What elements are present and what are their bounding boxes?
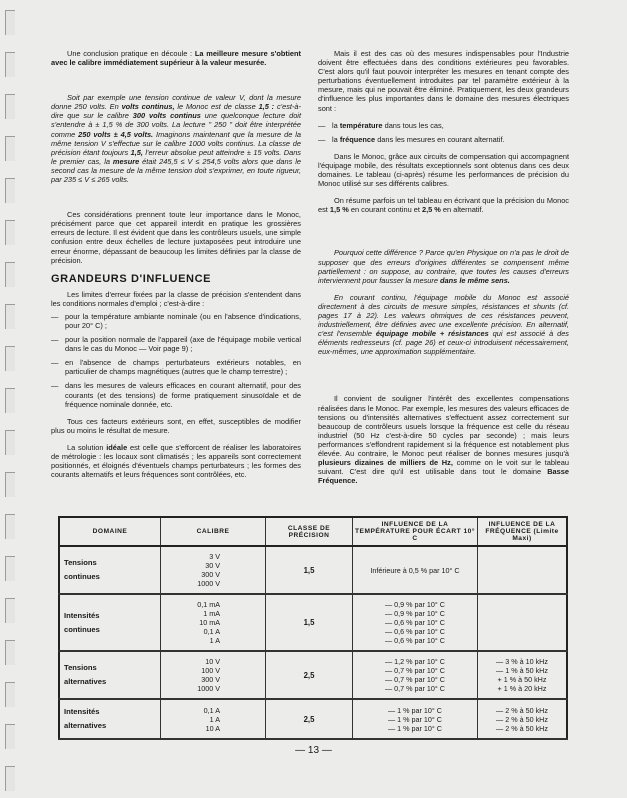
frequence-value: — 3 % à 10 kHz <box>496 657 548 666</box>
header-frequence: INFLUENCE DE LA FRÉQUENCE (Limite Maxi) <box>478 517 568 546</box>
temperature-value: — 0,6 % par 10° C <box>384 618 445 627</box>
text: Soit par exemple une tension continue de valeur V, dont la mesure donne 250 volts. En <box>51 93 301 112</box>
bullet-text: pour la température ambiante nominale (ou en l'absence d'indications, pour 20° C) ; <box>65 311 301 330</box>
binder-hole <box>5 136 15 161</box>
cell-domaine <box>59 651 161 699</box>
dash: — <box>51 358 59 368</box>
binder-hole <box>5 430 15 455</box>
frequence-value: + 1 % à 20 kHz <box>497 684 547 693</box>
binder-hole <box>5 640 15 665</box>
binder-hole <box>5 346 15 371</box>
binder-hole <box>5 178 15 203</box>
table-row <box>59 546 567 594</box>
text: l'erreur absolue peut atteindre ± 15 volts. Dans le premier cas, la <box>51 147 302 166</box>
conclusion-bold: La meilleure mesure s'obtient avec le calibre immédiatement supérieur à la valeur mesurée. <box>51 49 302 68</box>
text-bold: 1,5, <box>130 147 143 157</box>
limits-paragraph: Les limites d'erreur fixées par la classe de précision s'entendent dans les conditions normales d'emploi ; c'est-à-dire : <box>51 289 301 308</box>
binder-hole <box>5 766 15 791</box>
factors-paragraph: Tous ces facteurs extérieurs sont, en effet, susceptibles de modifier plus ou moins le résultat de mesure. <box>51 416 301 435</box>
dash: — <box>51 381 59 391</box>
text-bold: fréquence <box>339 134 376 144</box>
text: La solution <box>67 442 107 452</box>
text: en courant continu et <box>348 205 422 215</box>
cell-classe: 2,5 <box>266 651 353 699</box>
binder-hole <box>5 682 15 707</box>
frequence-value: — 2 % à 50 kHz <box>496 714 548 724</box>
bullet-text <box>332 135 569 144</box>
calibre-value: 1 A <box>209 714 220 724</box>
calibre-value: 3 V <box>209 552 220 561</box>
binder-hole <box>5 10 15 35</box>
example-paragraph <box>51 93 301 184</box>
text: était 245,5 ≤ V ≤ 254,5 volts alors que dans le second cas la mesure de la même tension doit s'exprimer, en toute rigueur, par 235 ≤ V ≤ 265 volts. <box>51 156 301 185</box>
binder-holes <box>0 0 22 798</box>
header-temperature: INFLUENCE DE LA TEMPÉRATURE POUR ÉCART 10° C <box>353 517 478 546</box>
table-header-row <box>59 517 567 546</box>
calibre-value: 0,1 A <box>203 705 220 715</box>
table-row <box>59 699 567 739</box>
text-bold: 250 volts ± 4,5 volts. <box>78 129 154 139</box>
temperature-value: Inférieure à 0,5 % par 10° C <box>370 565 460 575</box>
domain-label: Tensions <box>64 663 97 672</box>
calibre-value: 300 V <box>201 570 220 579</box>
temperature-value: — 0,7 % par 10° C <box>384 666 445 675</box>
text: Il convient de souligner l'intérêt des excellentes compensations réalisées dans le Monoc. Par exemple, les mesures des valeurs efficaces de tensions ou d'intensités alternatives s'effectuent assez correctement sur beaucoup de contrôleurs usuels lorsque la fréquence est celle du réseau industriel (50 Hz c'est-à-dire 50 cycles par seconde) ; mais leurs performances s'effondrent rapidement si la fréquence est notablement plus élevée. Au contraire, le Monoc peut réaliser de bonnes mesures jusqu'à <box>318 394 569 458</box>
calibre-value: 30 V <box>205 561 220 570</box>
binder-hole <box>5 262 15 287</box>
temperature-value: — 0,9 % par 10° C <box>384 609 445 618</box>
domain-label: Intensités <box>64 610 100 620</box>
text: dans les mesures en courant alternatif. <box>375 134 505 144</box>
domain-label: Tensions <box>64 558 97 567</box>
calibre-value: 100 V <box>201 666 220 675</box>
left-column <box>51 49 301 487</box>
text: Imaginons maintenant que la mesure de la même tension V s'effectue sur le calibre 1000 volts continus. La classe de précision étant toujours <box>51 129 301 157</box>
bullet-text: dans les mesures de valeurs efficaces en courant alternatif, pour des courants (et des tensions) de forme pratiquement sinusoïdale et de fréquence nominale donnée, etc. <box>65 381 301 409</box>
temperature-value: — 1 % par 10° C <box>387 705 442 715</box>
binder-hole <box>5 94 15 119</box>
table-row <box>59 651 567 699</box>
calibre-value: 0,1 A <box>203 627 220 636</box>
text: le Monoc est de classe <box>174 102 259 112</box>
precision-table <box>58 516 568 740</box>
bullet-item <box>51 358 301 376</box>
cell-domaine <box>59 699 161 739</box>
cell-calibre <box>161 594 266 651</box>
text-bold: dans le même sens. <box>440 275 510 285</box>
temperature-value: — 0,7 % par 10° C <box>384 675 445 684</box>
cell-classe: 1,5 <box>266 546 353 594</box>
binder-hole <box>5 304 15 329</box>
cell-temperature <box>353 699 478 739</box>
calibre-value: 1 mA <box>203 609 220 618</box>
header-calibre: CALIBRE <box>161 517 266 546</box>
temperature-value: — 0,7 % par 10° C <box>384 684 445 693</box>
header-classe: CLASSE DE PRÉCISION <box>266 517 353 546</box>
text-bold: mesure <box>112 156 140 166</box>
industry-paragraph: Mais il est des cas où des mesures indispensables pour l'Industrie doivent être effectuées dans des conditions extérieures peu favorables. C'est alors qu'il faut pouvoir interpréter les mesures en tenant compte des perturbations éventuellement introduites par tel paramètre extérieur à la mesure, mais qui ne pouvait être éliminé. Pratiquement, les deux grandeurs d'influence les plus importantes dans le domaine des mesures électriques sont : <box>318 49 569 113</box>
right-column <box>318 49 569 493</box>
dash: — <box>318 120 326 130</box>
temperature-value: — 0,6 % par 10° C <box>384 627 445 636</box>
cell-classe: 2,5 <box>266 699 353 739</box>
frequence-value: — 2 % à 50 kHz <box>496 723 548 733</box>
bullet-item <box>51 335 301 353</box>
frequence-value: + 1 % à 50 kHz <box>497 675 547 684</box>
calibre-value: 1 A <box>209 636 220 645</box>
cell-frequence <box>478 651 568 699</box>
text-bold: 1,5 : <box>258 102 275 112</box>
domain-label: continues <box>64 572 100 581</box>
monoc-paragraph: Dans le Monoc, grâce aux circuits de compensation qui accompagnent l'équipage mobile, des résultats exceptionnels sont obtenus dans ces deux domaines. Le tableau (ci-après) résume les performances de précision du Monoc utilisé sur ses différents calibres. <box>318 151 569 189</box>
temperature-value: — 1 % par 10° C <box>387 714 442 724</box>
text-bold: volts continus, <box>121 102 175 112</box>
text: Une conclusion pratique en découle : <box>67 49 195 58</box>
dc-paragraph <box>318 293 569 357</box>
header-domaine: DOMAINE <box>59 517 161 546</box>
cell-classe: 1,5 <box>266 594 353 651</box>
table-row <box>59 594 567 651</box>
dash: — <box>318 134 326 144</box>
bullet-item <box>318 121 569 130</box>
text: la <box>332 120 340 130</box>
text-bold: 1,5 % <box>329 205 349 215</box>
bullet-item <box>51 381 301 408</box>
compensation-paragraph <box>318 394 569 485</box>
text: en alternatif. <box>440 205 484 215</box>
domain-label: Intensités <box>64 707 100 716</box>
calibre-value: 1000 V <box>197 684 220 693</box>
text: c'est-à-dire que sur le calibre <box>51 102 301 121</box>
text-bold: plusieurs dizaines de milliers de Hz, <box>318 458 453 468</box>
considerations-paragraph: Ces considérations prennent toute leur importance dans le Monoc, précisément parce que cet appareil interdit en pratique les grossières erreurs de lecture. Il est évident que dans les contrôleurs usuels, une simple confusion entre deux échelles de lecture juxtaposées peut introduire une erreur énorme, dépassant de beaucoup les limites définies par la classe de précision. <box>51 210 301 265</box>
temperature-value: — 0,9 % par 10° C <box>384 600 445 609</box>
bullet-text: pour la position normale de l'appareil (axe de l'équipage mobile vertical dans le cas du Monoc — Voir page 9) ; <box>65 335 301 354</box>
calibre-value: 300 V <box>201 675 220 684</box>
binder-hole <box>5 514 15 539</box>
text-bold: Basse Fréquence. <box>318 467 569 486</box>
solution-paragraph <box>51 443 301 479</box>
bullet-item <box>318 135 569 144</box>
cell-temperature <box>353 546 478 594</box>
calibre-value: 10 mA <box>199 618 220 627</box>
frequence-value: — 1 % à 50 kHz <box>496 666 548 675</box>
table-body <box>59 546 567 739</box>
text-bold: équipage mobile + résistances <box>375 329 489 339</box>
cell-calibre <box>161 651 266 699</box>
cell-calibre <box>161 699 266 739</box>
bullet-item <box>51 312 301 330</box>
summary-paragraph <box>318 196 569 214</box>
cell-domaine <box>59 594 161 651</box>
calibre-value: 10 V <box>205 657 220 666</box>
text: est celle que s'efforcent de réaliser les laboratoires de métrologie : les locaux sont climatisés ; les appareils sont correctement positionnés, et éloignés d'éventuels champs perturbateurs ; les formes des courants alternatifs et leurs fréquences sont contrôlées, etc. <box>51 442 301 480</box>
cell-temperature <box>353 651 478 699</box>
conclusion-paragraph <box>51 49 301 67</box>
dash: — <box>51 311 59 321</box>
dash: — <box>51 335 59 345</box>
section-heading: GRANDEURS D'INFLUENCE <box>51 272 212 285</box>
bullet-text <box>332 121 569 130</box>
domain-label: alternatives <box>64 721 107 730</box>
text: dans tous les cas, <box>382 120 444 130</box>
domain-label: continues <box>64 624 100 634</box>
binder-hole <box>5 556 15 581</box>
temperature-value: — 0,6 % par 10° C <box>384 636 445 645</box>
text: la <box>332 134 340 144</box>
domain-label: alternatives <box>64 677 107 686</box>
text: comme on le voit sur le tableau suivant. C'est dire qu'il est utilisable dans tout le domaine <box>318 458 569 477</box>
cell-temperature <box>353 594 478 651</box>
temperature-value: — 1 % par 10° C <box>387 723 442 733</box>
binder-hole <box>5 388 15 413</box>
cell-frequence <box>478 594 568 651</box>
text: Pourquoi cette différence ? Parce qu'en Physique on n'a pas le droit de supposer que des erreurs d'origines différentes se compensent même partiellement : on suppose, au contraire, que toutes les causes d'erreurs interviennent pour fausser la mesure <box>318 248 569 285</box>
cell-frequence <box>478 699 568 739</box>
binder-hole <box>5 472 15 497</box>
cell-calibre <box>161 546 266 594</box>
bullet-text: en l'absence de champs perturbateurs extérieurs notables, en particulier de champs magnétiques (autres que le champ terrestre) ; <box>65 358 301 377</box>
text-bold: 2,5 % <box>421 205 441 215</box>
calibre-value: 1000 V <box>197 579 220 588</box>
text-bold: 300 volts continus <box>132 111 201 121</box>
cell-domaine <box>59 546 161 594</box>
text: On résume parfois un tel tableau en écrivant que la précision du Monoc est <box>318 196 569 215</box>
temperature-value: — 1,2 % par 10° C <box>384 657 445 666</box>
binder-hole <box>5 52 15 77</box>
calibre-value: 10 A <box>205 723 220 733</box>
text-bold: température <box>339 120 383 130</box>
cell-frequence <box>478 546 568 594</box>
page-number: — 13 — <box>295 745 332 756</box>
text: qui est associé à des éléments redresseurs (cf. page 26) et ceux-ci introduisent nécessairement, eux-mêmes, une approximation supplémentaire. <box>318 329 570 357</box>
text-bold: idéale <box>106 442 128 452</box>
calibre-value: 0,1 mA <box>197 600 220 609</box>
text: une quelconque lecture doit s'entendre à ± 1,5 % de 300 volts. La lecture " 250 " doit être interprétée comme <box>51 111 301 139</box>
text: En courant continu, l'équipage mobile du Monoc est associé directement à des circuits de mesure simples, résistances et shunts (cf. pages 17 à 22). Les valeurs ohmiques de ces résistances peuvent, industriellement, être définies avec une excellente précision. En alternatif, c'est l'ensemble <box>318 292 569 339</box>
binder-hole <box>5 220 15 245</box>
binder-hole <box>5 598 15 623</box>
why-paragraph <box>318 248 569 284</box>
frequence-value: — 2 % à 50 kHz <box>496 705 548 715</box>
